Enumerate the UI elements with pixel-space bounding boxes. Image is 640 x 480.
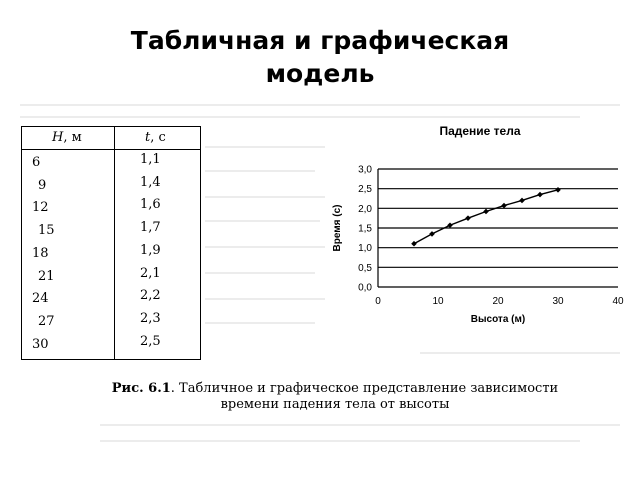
table-cell-height: 15 bbox=[38, 223, 55, 239]
data-point bbox=[483, 209, 489, 215]
figure-caption bbox=[100, 381, 570, 413]
y-tick-label: 0,5 bbox=[358, 262, 372, 274]
data-point bbox=[447, 222, 453, 228]
y-tick-label: 2,5 bbox=[358, 184, 372, 196]
slide-title bbox=[0, 24, 640, 90]
x-tick-label: 40 bbox=[612, 296, 624, 307]
fall-chart bbox=[320, 150, 630, 335]
data-point bbox=[465, 215, 471, 221]
time-variable: t bbox=[145, 130, 151, 145]
table-cell-time: 1,7 bbox=[140, 220, 161, 236]
data-table bbox=[21, 126, 201, 360]
table-cell-time: 1,9 bbox=[140, 242, 161, 258]
table-cell-height: 12 bbox=[32, 200, 49, 216]
table-cell-height: 9 bbox=[38, 177, 47, 193]
y-tick-label: 0,0 bbox=[358, 282, 372, 294]
table-cell-height: 30 bbox=[32, 336, 49, 352]
table-header-height bbox=[52, 130, 82, 145]
data-point bbox=[501, 203, 507, 209]
caption-line-1: . Табличное и графическое представление зависимости bbox=[170, 381, 559, 396]
x-tick-label: 20 bbox=[492, 296, 504, 307]
table-header-time bbox=[145, 130, 166, 145]
chart-title: Падение тела bbox=[439, 124, 521, 138]
x-tick-label: 30 bbox=[552, 296, 564, 307]
data-point bbox=[519, 198, 525, 204]
x-axis-label: Высота (м) bbox=[470, 314, 526, 325]
table-cell-height: 21 bbox=[38, 268, 55, 284]
slide-title-line-2: модель bbox=[265, 59, 375, 88]
slide-title-line-1: Табличная и графическая bbox=[130, 26, 510, 55]
table-cell-height: 27 bbox=[38, 313, 55, 329]
table-cell-height: 18 bbox=[32, 245, 49, 261]
series-line bbox=[414, 190, 558, 244]
caption-line-2: времени падения тела от высоты bbox=[220, 397, 450, 412]
y-tick-label: 1,0 bbox=[358, 243, 372, 255]
table-cell-time: 1,6 bbox=[140, 197, 161, 213]
table-cell-time: 2,3 bbox=[140, 310, 161, 326]
table-cell-height: 6 bbox=[32, 155, 41, 170]
data-point bbox=[429, 231, 435, 237]
data-point bbox=[537, 192, 543, 198]
y-tick-label: 1,5 bbox=[358, 223, 372, 235]
table-cell-time: 1,1 bbox=[140, 152, 161, 167]
table-cell-height: 24 bbox=[32, 291, 49, 307]
data-point bbox=[411, 241, 417, 247]
x-tick-label: 0 bbox=[375, 296, 381, 307]
time-unit: , с bbox=[150, 130, 166, 145]
caption-figure-number: Рис. 6.1 bbox=[111, 381, 171, 396]
table-cell-time: 2,5 bbox=[140, 333, 161, 349]
table-cell-time: 2,1 bbox=[140, 265, 161, 281]
y-tick-label: 2,0 bbox=[358, 203, 372, 215]
x-tick-label: 10 bbox=[432, 296, 444, 307]
data-point bbox=[555, 187, 561, 193]
table-cell-time: 1,4 bbox=[140, 174, 161, 190]
y-tick-label: 3,0 bbox=[358, 164, 372, 176]
table-cell-time: 2,2 bbox=[140, 288, 161, 304]
height-unit: , м bbox=[63, 130, 82, 145]
y-axis-label: Время (с) bbox=[332, 204, 343, 252]
height-variable: H bbox=[52, 130, 64, 145]
